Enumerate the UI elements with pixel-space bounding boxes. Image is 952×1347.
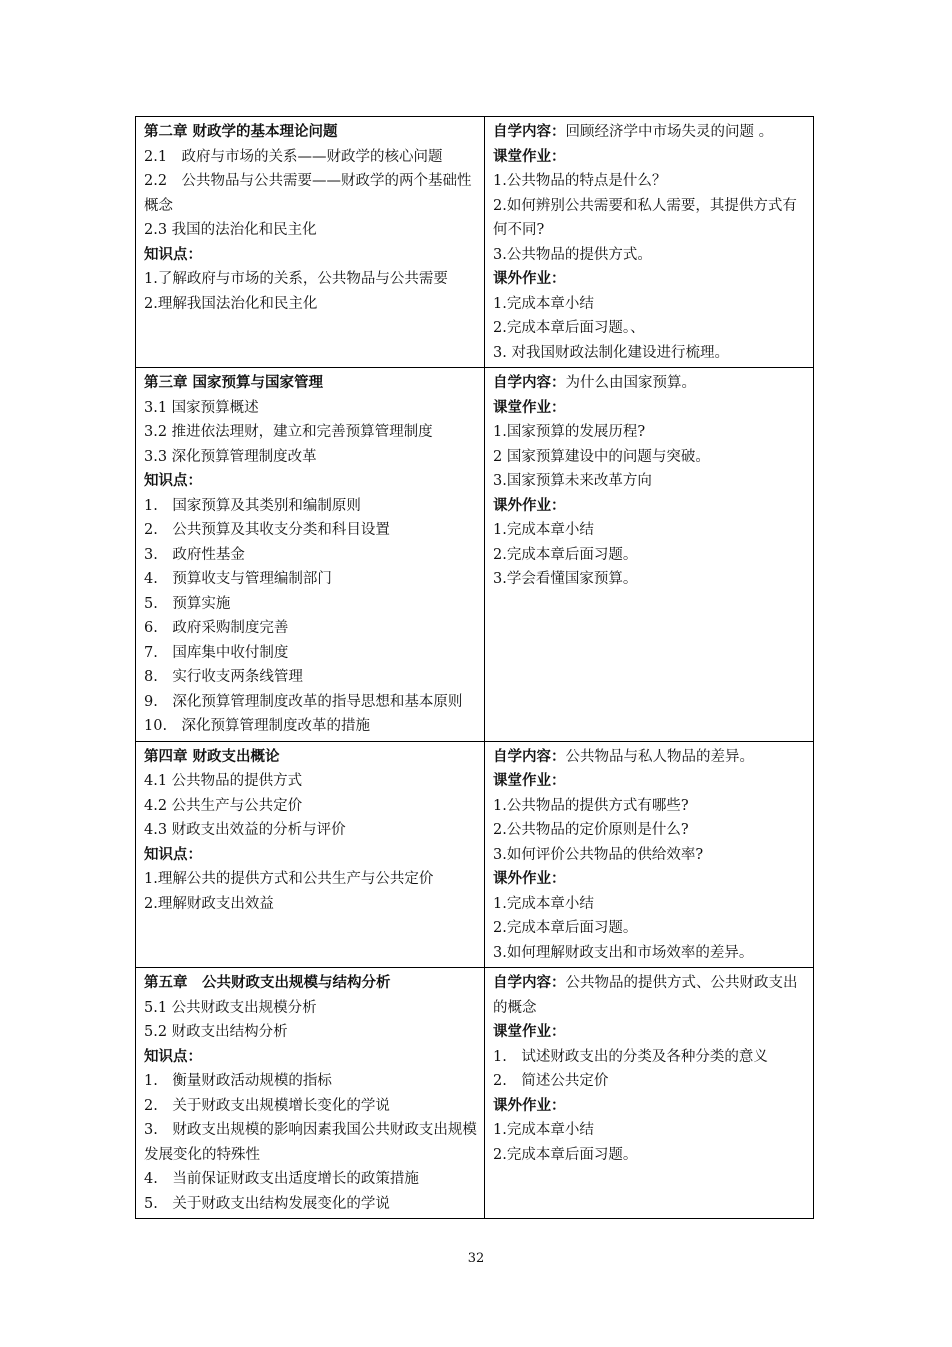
content-line xyxy=(144,867,477,892)
line-text: 第五章 公共财政支出规模与结构分析 xyxy=(144,974,391,991)
line-text: 课外作业： xyxy=(493,496,566,514)
chapter-row xyxy=(136,968,814,1219)
content-line xyxy=(144,665,477,690)
line-text: 2.理解我国法治化和民主化 xyxy=(144,295,318,312)
chapter-outline-cell xyxy=(136,368,485,742)
assignment-cell xyxy=(485,368,814,742)
section-heading xyxy=(493,867,806,892)
content-line xyxy=(144,420,477,445)
line-text: 5. 关于财政支出结构发展变化的学说 xyxy=(144,1195,390,1212)
line-text: 2.2 公共物品与公共需要——财政学的两个基础性概念 xyxy=(144,173,472,214)
assignment-cell xyxy=(485,968,814,1219)
line-text: 4.2 公共生产与公共定价 xyxy=(144,797,303,814)
line-text: 2.理解财政支出效益 xyxy=(144,895,274,912)
line-text: 1.完成本章小结 xyxy=(493,522,594,538)
assignment-cell xyxy=(485,117,814,368)
content-line xyxy=(144,1167,477,1192)
line-text: 3.国家预算未来改革方向 xyxy=(493,473,652,489)
content-line xyxy=(493,169,806,194)
section-heading xyxy=(144,120,477,145)
line-text: 10. 深化预算管理制度改革的措施 xyxy=(144,718,371,734)
line-text: 1.国家预算的发展历程? xyxy=(493,424,646,440)
line-text: 1. 试述财政支出的分类及各种分类的意义 xyxy=(493,1048,768,1065)
content-line xyxy=(144,543,477,568)
line-text: 3.如何评价公共物品的供给效率? xyxy=(493,846,704,863)
line-text: 2.完成本章后面习题。、 xyxy=(493,320,645,336)
content-line xyxy=(493,469,806,494)
line-text: 第二章 财政学的基本理论问题 xyxy=(144,123,338,140)
content-line xyxy=(493,420,806,445)
content-line xyxy=(493,892,806,917)
line-text: 知识点： xyxy=(144,472,202,489)
chapter-row xyxy=(136,117,814,368)
content-line xyxy=(144,1192,477,1217)
content-line xyxy=(144,996,477,1021)
content-line xyxy=(493,745,806,770)
line-text: 1. 国家预算及其类别和编制原则 xyxy=(144,497,361,514)
content-line xyxy=(144,690,477,715)
line-text: 课外作业： xyxy=(493,270,566,287)
line-text: 3.1 国家预算概述 xyxy=(144,399,259,416)
section-heading xyxy=(144,745,477,770)
line-text: 2.完成本章后面习题。 xyxy=(493,546,638,563)
line-text: 2.公共物品的定价原则是什么? xyxy=(493,822,689,838)
content-line xyxy=(493,341,806,366)
section-heading xyxy=(493,267,806,292)
line-text: 公共物品与私人物品的差异。 xyxy=(565,748,754,765)
chapter-row xyxy=(136,368,814,742)
content-line xyxy=(144,1094,477,1119)
line-text: 为什么由国家预算。 xyxy=(565,375,696,391)
content-line xyxy=(144,616,477,641)
content-line xyxy=(144,769,477,794)
content-line xyxy=(493,292,806,317)
section-heading xyxy=(493,145,806,170)
content-line xyxy=(144,494,477,519)
line-text: 回顾经济学中市场失灵的问题 。 xyxy=(565,124,774,140)
syllabus-table-body xyxy=(136,117,814,1219)
line-text: 3.如何理解财政支出和市场效率的差异。 xyxy=(493,944,754,961)
content-line xyxy=(493,316,806,341)
line-text: 5.2 财政支出结构分析 xyxy=(144,1024,288,1040)
self-study-label: 自学内容： xyxy=(493,747,566,765)
content-line xyxy=(144,641,477,666)
line-text: 5. 预算实施 xyxy=(144,595,231,612)
line-text: 5.1 公共财政支出规模分析 xyxy=(144,999,317,1016)
line-text: 6. 政府采购制度完善 xyxy=(144,620,289,636)
content-line xyxy=(493,194,806,243)
section-heading xyxy=(493,494,806,519)
content-line xyxy=(144,169,477,218)
section-heading xyxy=(493,769,806,794)
line-text: 2.完成本章后面习题。 xyxy=(493,920,638,936)
content-line xyxy=(493,371,806,396)
content-line xyxy=(144,292,477,317)
content-line xyxy=(144,218,477,243)
line-text: 4.1 公共物品的提供方式 xyxy=(144,773,303,789)
line-text: 知识点： xyxy=(144,245,202,263)
line-text: 课外作业： xyxy=(493,1096,566,1114)
chapter-outline-cell xyxy=(136,968,485,1219)
self-study-label: 自学内容： xyxy=(493,374,566,391)
line-text: 2 国家预算建设中的问题与突破。 xyxy=(493,448,710,465)
page-number: 32 xyxy=(467,1251,485,1266)
line-text: 课外作业： xyxy=(493,870,566,887)
content-line xyxy=(493,818,806,843)
line-text: 课堂作业： xyxy=(493,398,566,416)
content-line xyxy=(144,1118,477,1167)
content-line xyxy=(493,1069,806,1094)
content-line xyxy=(493,971,806,1020)
section-heading xyxy=(144,971,477,996)
section-heading xyxy=(144,843,477,868)
line-text: 4.3 财政支出效益的分析与评价 xyxy=(144,822,346,838)
line-text: 1.完成本章小结 xyxy=(493,295,594,312)
line-text: 2.完成本章后面习题。 xyxy=(493,1146,638,1163)
line-text: 课堂作业： xyxy=(493,772,566,789)
content-line xyxy=(493,1045,806,1070)
line-text: 1.完成本章小结 xyxy=(493,895,594,912)
line-text: 3.2 推进依法理财，建立和完善预算管理制度 xyxy=(144,424,433,440)
content-line xyxy=(144,396,477,421)
line-text: 1.理解公共的提供方式和公共生产与公共定价 xyxy=(144,871,434,887)
content-line xyxy=(144,714,477,739)
line-text: 1.公共物品的特点是什么？ xyxy=(493,173,667,189)
content-line xyxy=(144,518,477,543)
content-line xyxy=(493,1143,806,1168)
chapter-row xyxy=(136,741,814,968)
content-line xyxy=(493,1118,806,1143)
line-text: 2. 关于财政支出规模增长变化的学说 xyxy=(144,1097,390,1114)
content-line xyxy=(144,267,477,292)
content-line xyxy=(493,567,806,592)
content-line xyxy=(144,567,477,592)
chapter-outline-cell xyxy=(136,117,485,368)
content-line xyxy=(144,1069,477,1094)
self-study-label: 自学内容： xyxy=(493,974,566,991)
line-text: 3. 对我国财政法制化建设进行梳理。 xyxy=(493,344,729,361)
content-line xyxy=(144,592,477,617)
section-heading xyxy=(144,1045,477,1070)
section-heading xyxy=(493,1020,806,1045)
content-line xyxy=(493,120,806,145)
content-line xyxy=(144,445,477,470)
line-text: 课堂作业： xyxy=(493,1023,566,1040)
line-text: 2. 公共预算及其收支分类和科目设置 xyxy=(144,522,390,538)
section-heading xyxy=(493,1094,806,1119)
line-text: 第四章 财政支出概论 xyxy=(144,747,280,765)
content-line xyxy=(493,843,806,868)
section-heading xyxy=(144,371,477,396)
content-line xyxy=(493,543,806,568)
line-text: 知识点： xyxy=(144,845,202,863)
section-heading xyxy=(144,243,477,268)
line-text: 3.3 深化预算管理制度改革 xyxy=(144,448,317,465)
self-study-label: 自学内容： xyxy=(493,123,566,140)
line-text: 4. 预算收支与管理编制部门 xyxy=(144,571,332,587)
line-text: 1. 衡量财政活动规模的指标 xyxy=(144,1073,332,1089)
line-text: 2. 简述公共定价 xyxy=(493,1073,609,1089)
syllabus-table xyxy=(135,116,814,1219)
line-text: 1.了解政府与市场的关系，公共物品与公共需要 xyxy=(144,271,448,287)
line-text: 1.完成本章小结 xyxy=(493,1122,594,1138)
line-text: 公共物品的提供方式、公共财政支出的概念 xyxy=(493,975,798,1016)
content-line xyxy=(493,794,806,819)
assignment-cell xyxy=(485,741,814,968)
content-line xyxy=(493,445,806,470)
line-text: 课堂作业： xyxy=(493,147,566,165)
line-text: 7. 国库集中收付制度 xyxy=(144,644,289,661)
line-text: 3. 财政支出规模的影响因素我国公共财政支出规模发展变化的特殊性 xyxy=(144,1122,477,1163)
content-line xyxy=(144,145,477,170)
content-line xyxy=(144,794,477,819)
line-text: 2.如何辨别公共需要和私人需要，其提供方式有何不同? xyxy=(493,197,797,238)
content-line xyxy=(493,941,806,966)
content-line xyxy=(144,1020,477,1045)
line-text: 8. 实行收支两条线管理 xyxy=(144,669,303,685)
line-text: 3. 政府性基金 xyxy=(144,546,245,563)
content-line xyxy=(493,518,806,543)
line-text: 4. 当前保证财政支出适度增长的政策措施 xyxy=(144,1171,419,1187)
line-text: 2.1 政府与市场的关系——财政学的核心问题 xyxy=(144,148,443,165)
line-text: 3.学会看懂国家预算。 xyxy=(493,571,638,587)
line-text: 第三章 国家预算与国家管理 xyxy=(144,374,324,391)
section-heading xyxy=(493,396,806,421)
content-line xyxy=(144,818,477,843)
line-text: 9. 深化预算管理制度改革的指导思想和基本原则 xyxy=(144,693,463,710)
line-text: 3.公共物品的提供方式。 xyxy=(493,246,652,263)
line-text: 知识点： xyxy=(144,1047,202,1065)
chapter-outline-cell xyxy=(136,741,485,968)
content-line xyxy=(144,892,477,917)
content-line xyxy=(493,243,806,268)
line-text: 2.3 我国的法治化和民主化 xyxy=(144,222,317,238)
line-text: 1.公共物品的提供方式有哪些? xyxy=(493,797,689,814)
section-heading xyxy=(144,469,477,494)
content-line xyxy=(493,916,806,941)
